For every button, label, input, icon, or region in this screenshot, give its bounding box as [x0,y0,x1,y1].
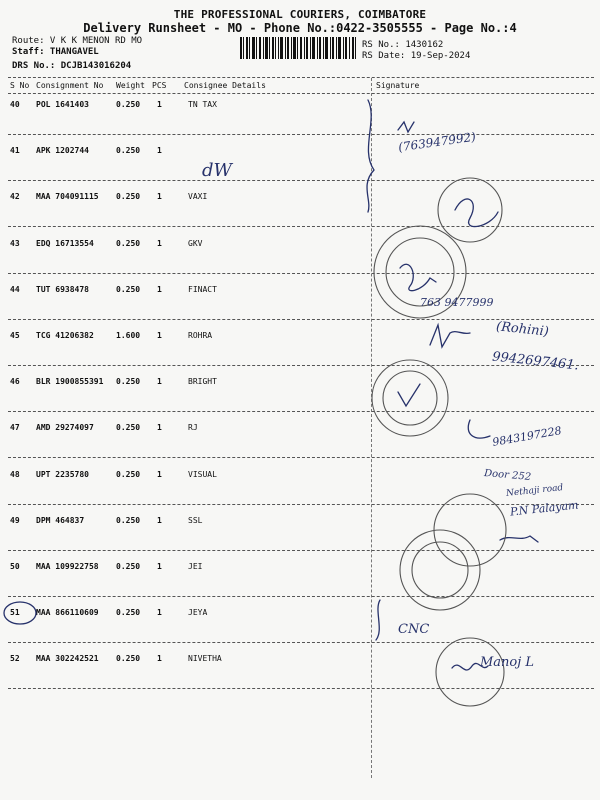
row-consignment: AMD 29274097 [36,423,94,432]
row-weight: 0.250 [116,516,141,525]
row-sno: 46 [10,377,20,386]
col-signature: Signature [376,81,420,90]
row-divider [8,180,594,181]
row-consignment: BLR 1900855391 [36,377,104,386]
row-divider [8,457,594,458]
route-text: Route: V K K MENON RD MO [12,36,143,46]
row-weight: 0.250 [116,285,141,294]
col-pcs: PCS [152,81,167,90]
row-consignee: JEI [188,562,203,571]
stamp-circle-42 [438,178,502,242]
row-consignment: EDQ 16713554 [36,239,94,248]
row-weight: 0.250 [116,377,141,386]
handwritten-sign-52: Manoj L [480,655,535,670]
row-consignee: FINACT [188,285,217,294]
row-consignee: ROHRA [188,331,213,340]
row-consignee: GKV [188,239,203,248]
row-consignee: JEYA [188,608,208,617]
bracket-stroke-51 [376,600,380,640]
row-consignment: DPM 464837 [36,516,85,525]
row-divider [8,688,594,689]
col-consignment: Consignment No [36,81,104,90]
row-sno: 47 [10,423,20,432]
handwritten-phone-41: (763947992) [397,129,477,155]
row-consignee: NIVETHA [188,654,222,663]
handwritten-name-45: (Rohini) [495,319,550,340]
row-weight: 0.250 [116,100,141,109]
row-pcs: 1 [157,423,162,432]
handwritten-phone-47: 9843197228 [491,424,563,449]
row-pcs: 1 [157,192,162,201]
signature-column-separator [371,78,372,778]
row-divider [8,411,594,412]
staff-text: Staff: THANGAVEL [12,47,99,57]
row-sno: 48 [10,470,20,479]
row-pcs: 1 [157,470,162,479]
row-consignment: TCG 41206382 [36,331,94,340]
handwritten-initials-41: dW [202,160,233,181]
row-divider [8,273,594,274]
row-weight: 1.600 [116,331,141,340]
col-sno: S No [10,81,30,90]
row-consignee: RJ [188,423,198,432]
stamp-circle-52 [436,638,504,706]
row-weight: 0.250 [116,192,141,201]
row-consignee: VAXI [188,192,208,201]
stamp-circle-46 [372,360,448,436]
circle-mark-51 [4,602,36,624]
row-divider [8,642,594,643]
row-consignment: APK 1202744 [36,146,89,155]
row-weight: 0.250 [116,608,141,617]
col-consignee: Consignee Details [184,81,266,90]
row-consignment: MAA 866110609 [36,608,99,617]
barcode [240,37,356,59]
signature-stroke-43 [400,264,436,290]
col-weight: Weight [116,81,145,90]
row-pcs: 1 [157,608,162,617]
handwritten-note-51: CNC [398,622,430,637]
row-sno: 45 [10,331,20,340]
row-pcs: 1 [157,100,162,109]
row-consignee: TN TAX [188,100,217,109]
rs-number: RS No.: 1430162 [362,40,444,50]
row-consignment: MAA 109922758 [36,562,99,571]
row-pcs: 1 [157,562,162,571]
signature-stroke-45 [430,325,470,347]
row-consignee: BRIGHT [188,377,217,386]
scribble-stroke [398,122,414,132]
row-weight: 0.250 [116,654,141,663]
table-header-rule [8,93,594,94]
row-sno: 44 [10,285,20,294]
handwritten-address-48-line1: Door 252 [483,467,532,484]
handwritten-address-48-line3: P.N Palayam [509,498,580,519]
row-pcs: 1 [157,516,162,525]
runsheet-title: Delivery Runsheet - MO - Phone No.:0422-3505555 - Page No.:4 [83,21,517,35]
row-pcs: 1 [157,654,162,663]
row-pcs: 1 [157,285,162,294]
row-divider [8,226,594,227]
row-divider [8,134,594,135]
row-sno: 49 [10,516,20,525]
row-weight: 0.250 [116,470,141,479]
handwritten-address-48-line2: Nethaji road [505,483,564,499]
row-pcs: 1 [157,146,162,155]
row-weight: 0.250 [116,423,141,432]
company-name: THE PROFESSIONAL COURIERS, COIMBATORE [173,8,427,21]
row-divider [8,596,594,597]
row-pcs: 1 [157,331,162,340]
signature-stroke-42 [455,199,498,227]
row-sno: 52 [10,654,20,663]
row-sno: 41 [10,146,20,155]
row-consignment: TUT 6938478 [36,285,89,294]
drs-number: DRS No.: DCJB143016204 [12,61,132,71]
row-sno: 40 [10,100,20,109]
handwritten-phone-44: 763 9477999 [420,296,494,309]
table-top-rule [8,77,594,78]
row-sno: 51 [10,608,20,617]
row-consignment: MAA 704091115 [36,192,99,201]
row-weight: 0.250 [116,146,141,155]
row-consignment: MAA 302242521 [36,654,99,663]
row-sno: 42 [10,192,20,201]
row-consignment: POL 1641403 [36,100,89,109]
handwritten-phone-45: 9942697461. [491,349,580,374]
row-weight: 0.250 [116,562,141,571]
rs-date: RS Date: 19-Sep-2024 [362,51,471,61]
row-divider [8,504,594,505]
row-pcs: 1 [157,377,162,386]
row-sno: 50 [10,562,20,571]
row-consignee: SSL [188,516,203,525]
row-consignment: UPT 2235780 [36,470,89,479]
signature-stroke-49 [500,536,538,542]
row-divider [8,550,594,551]
row-consignee: VISUAL [188,470,217,479]
stamp-circle-50 [400,530,480,610]
signature-stroke-46 [398,384,420,406]
row-weight: 0.250 [116,239,141,248]
row-sno: 43 [10,239,20,248]
signature-stroke-47 [468,420,490,438]
row-pcs: 1 [157,239,162,248]
